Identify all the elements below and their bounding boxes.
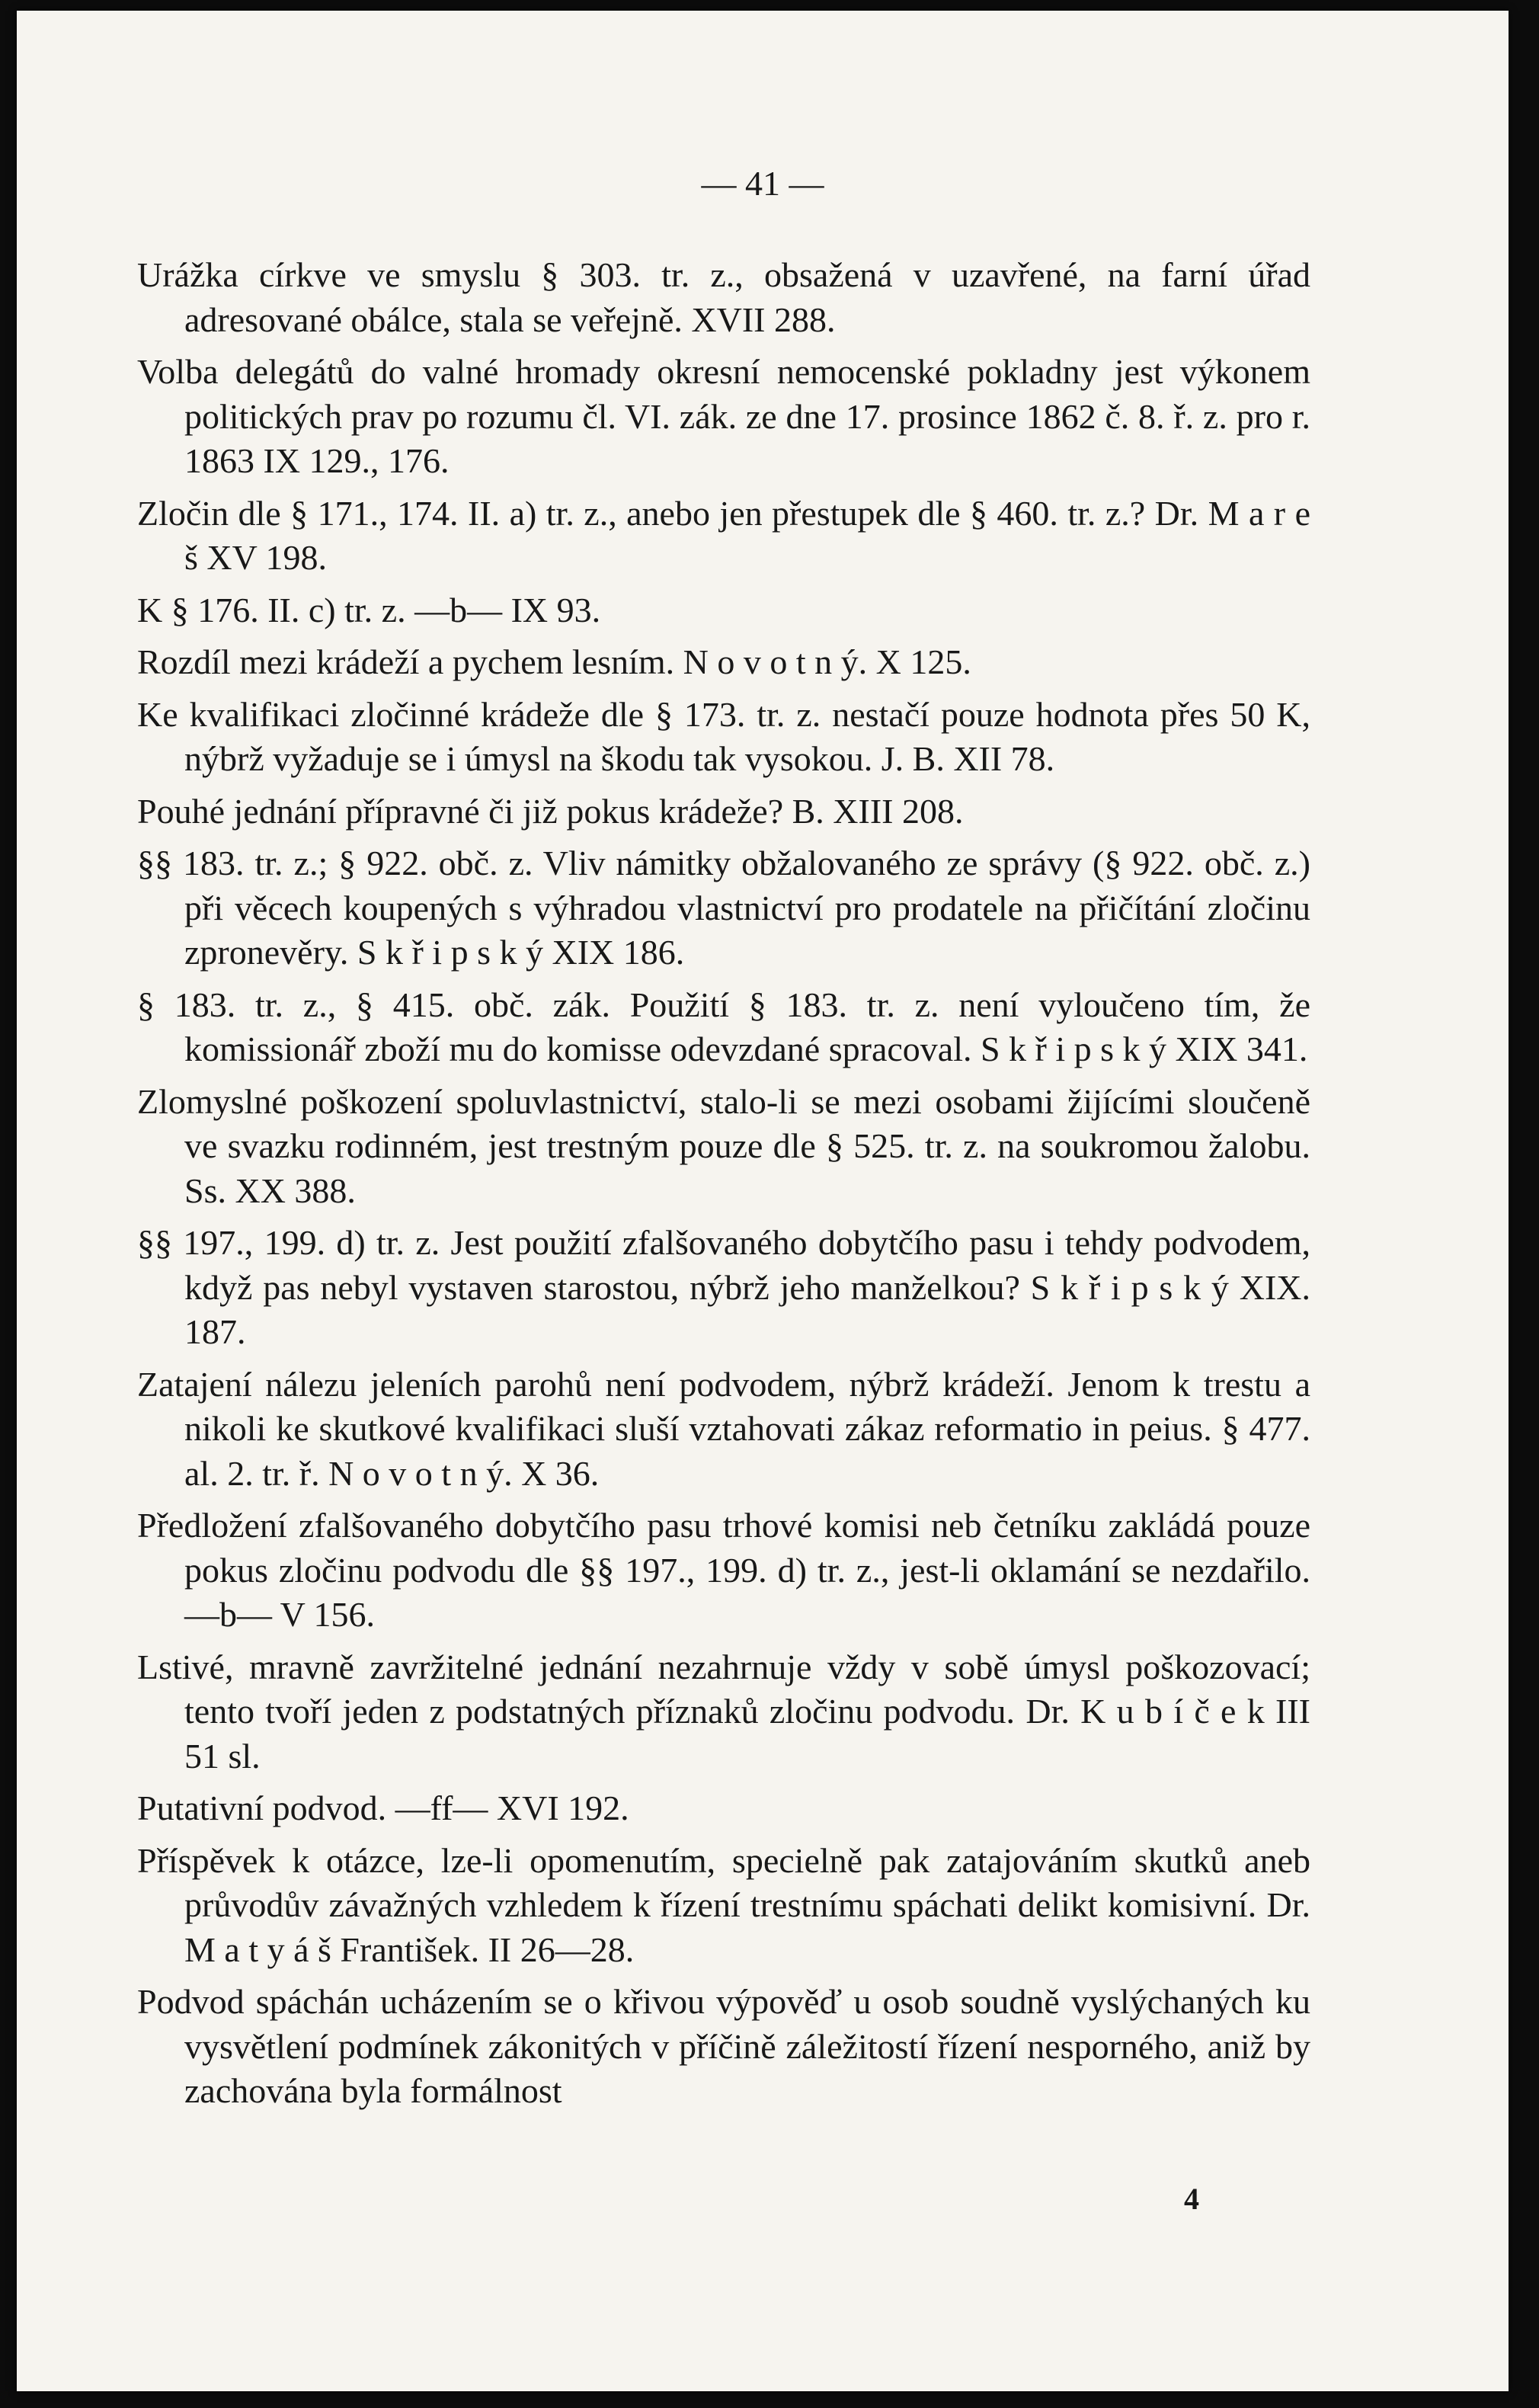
entry: Pouhé jednání přípravné či již pokus krádeže? B. XIII 208.	[137, 791, 964, 831]
entry: § 183. tr. z., § 415. obč. zák. Použití § 183. tr. z. není vyloučeno tím, že komissionář zboží mu do komisse odevzdané spracoval. S k ř i p s k ý XIX 341.	[137, 985, 1310, 1068]
signature-mark: 4	[1184, 2182, 1199, 2216]
entry: Předložení zfalšovaného dobytčího pasu trhové komisi neb četníku zakládá pouze pokus zločinu podvodu dle §§ 197., 199. d) tr. z., jest-li oklamání se nezdařilo. —b— V 156.	[137, 1506, 1310, 1634]
page-body	[137, 253, 1310, 2121]
entry: Putativní podvod. —ff— XVI 192.	[137, 1788, 629, 1827]
entry: Lstivé, mravně zavržitelné jednání nezahrnuje vždy v sobě úmysl poškozovací; tento tvoří jeden z podstatných příznaků zločinu podvodu. Dr. K u b í č e k III 51 sl.	[137, 1647, 1310, 1776]
entry: Podvod spáchán ucházením se o křivou výpověď u osob soudně vyslýchaných ku vysvětlení podmínek zákonitých v příčině záležitostí řízení nesporného, aniž by zachována byla formálnost	[137, 1982, 1310, 2110]
entry: K § 176. II. c) tr. z. —b— IX 93.	[137, 590, 601, 629]
entry: Příspěvek k otázce, lze-li opomenutím, specielně pak zatajováním skutků aneb průvodův závažných vzhledem k řízení trestnímu spáchati delikt komisivní. Dr. M a t y á š František. II 26—28.	[137, 1840, 1310, 1969]
entry: Urážka církve ve smyslu § 303. tr. z., obsažená v uzavřené, na farní úřad adresované obálce, stala se veřejně. XVII 288.	[137, 255, 1310, 339]
entry: Zatajení nálezu jeleních parohů není podvodem, nýbrž krádeží. Jenom k trestu a nikoli ke skutkové kvalifikaci sluší vztahovati zákaz reformatio in peius. § 477. al. 2. tr. ř. N o v o t n ý. X 36.	[137, 1364, 1310, 1493]
book-page	[17, 11, 1509, 2391]
entry: Ke kvalifikaci zločinné krádeže dle § 173. tr. z. nestačí pouze hodnota přes 50 K, nýbrž vyžaduje se i úmysl na škodu tak vysokou. J. B. XII 78.	[137, 694, 1310, 778]
entry: §§ 197., 199. d) tr. z. Jest použití zfalšovaného dobytčího pasu i tehdy podvodem, když pas nebyl vystaven starostou, nýbrž jeho manželkou? S k ř i p s k ý XIX. 187.	[137, 1223, 1310, 1351]
entry: §§ 183. tr. z.; § 922. obč. z. Vliv námitky obžalovaného ze správy (§ 922. obč. z.) při věcech koupených s výhradou vlastnictví pro prodatele na přičítání zločinu zpronevěry. S k ř i p s k ý XIX 186.	[137, 844, 1310, 972]
entry: Zločin dle § 171., 174. II. a) tr. z., anebo jen přestupek dle § 460. tr. z.? Dr. M a r e š XV 198.	[137, 493, 1310, 577]
entry: Zlomyslné poškození spoluvlastnictví, stalo-li se mezi osobami žijícími sloučeně ve svazku rodinném, jest trestným pouze dle § 525. tr. z. na soukromou žalobu. Ss. XX 388.	[137, 1081, 1310, 1210]
entry: Volba delegátů do valné hromady okresní nemocenské pokladny jest výkonem politických prav po rozumu čl. VI. zák. ze dne 17. prosince 1862 č. 8. ř. z. pro r. 1863 IX 129., 176.	[137, 352, 1310, 480]
page-number: — 41 —	[701, 164, 824, 203]
entry: Rozdíl mezi krádeží a pychem lesním. N o v o t n ý. X 125.	[137, 642, 971, 681]
